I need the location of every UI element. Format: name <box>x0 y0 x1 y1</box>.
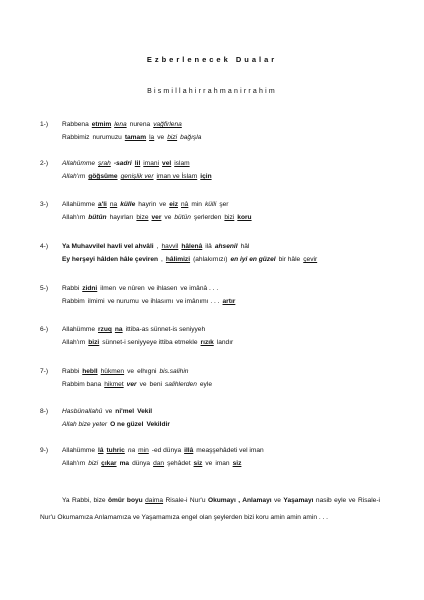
word: Allahümme <box>62 326 95 333</box>
word: Allah bize yeter <box>62 421 108 428</box>
word: dünya <box>132 460 151 467</box>
word: dan <box>153 460 165 467</box>
word: hayrin <box>138 201 157 208</box>
basmala-heading: Bismillahirrahmanirrahim <box>147 88 277 95</box>
word: siz <box>193 460 203 467</box>
word: ilmimi <box>87 298 105 305</box>
word: şehâdet <box>167 460 191 467</box>
closing-word: daima <box>145 497 164 504</box>
word: en iyi en güzel <box>230 256 276 263</box>
word: iman ve İslam <box>156 173 198 180</box>
closing-word: Risale-i Nur'u <box>165 497 206 504</box>
word: bizi <box>224 214 235 221</box>
word: vağfirlena <box>153 121 182 128</box>
word: sünnet-i seniyyeye ittiba etmekle <box>102 339 198 346</box>
word: koru <box>237 214 252 221</box>
word: göğsüme <box>88 173 118 180</box>
word: ittiba-as sünnet-is seniyyeh <box>125 326 206 333</box>
turkish-translation-line <box>62 211 255 224</box>
word: ve <box>164 214 172 221</box>
turkish-translation-line <box>62 253 320 266</box>
word: tuhric <box>106 447 125 454</box>
word: Allahümme <box>62 447 95 454</box>
turkish-translation-line <box>62 418 173 431</box>
word: iman <box>215 460 230 467</box>
prayer-number: 9-) <box>40 447 49 454</box>
prayer-number: 8-) <box>40 408 49 415</box>
word: ni'mel <box>115 408 135 415</box>
word: lil <box>134 160 141 167</box>
arabic-transliteration-line <box>62 240 252 253</box>
word: Rabbena <box>62 121 89 128</box>
word: hayırları <box>109 214 134 221</box>
word: ve ihlasımı <box>141 298 174 305</box>
word: Rabbim <box>62 298 85 305</box>
word: eyle <box>199 381 212 388</box>
prayer-number: 1-) <box>40 121 49 128</box>
document-title: Ezberlenecek Dualar <box>146 55 278 64</box>
word: ve imânâ . . . <box>180 285 219 292</box>
word: meaşşehâdeti vel iman <box>196 447 264 454</box>
word: için <box>200 173 212 180</box>
word: bütün <box>174 214 191 221</box>
word: , <box>161 256 163 263</box>
arabic-transliteration-line <box>62 118 185 131</box>
arabic-transliteration-line <box>62 157 193 170</box>
word: ilmen <box>100 285 117 292</box>
word: külle <box>120 201 136 208</box>
arabic-transliteration-line <box>62 444 267 457</box>
closing-paragraph <box>40 492 380 526</box>
closing-word: , Anlamayı <box>238 497 272 504</box>
word: bizi <box>88 339 100 346</box>
word: nurumuzu <box>92 134 122 141</box>
word: Rabbi <box>62 368 80 375</box>
word: artır <box>222 298 236 305</box>
prayer-number: 5-) <box>40 285 49 292</box>
word: O ne güzel <box>110 421 144 428</box>
word: Vekildir <box>146 421 170 428</box>
word: a'li <box>97 201 107 208</box>
word: tamam <box>124 134 147 141</box>
turkish-translation-line <box>62 378 215 391</box>
word: ve <box>205 460 213 467</box>
word: ver <box>151 214 162 221</box>
word: lena <box>114 121 127 128</box>
word: ve nurumu <box>107 298 139 305</box>
word: Rabbimiz <box>62 134 90 141</box>
word: , <box>156 243 159 250</box>
word: havvil <box>161 243 179 250</box>
word: hâl <box>240 243 250 250</box>
word: -sadri <box>113 160 132 167</box>
word: Allahümme <box>62 201 95 208</box>
word: şerlerden <box>193 214 222 221</box>
prayer-number: 6-) <box>40 326 49 333</box>
word: Allahümme <box>62 160 95 167</box>
turkish-translation-line <box>62 131 204 144</box>
word: Allah'ım <box>62 173 86 180</box>
word: min <box>138 447 149 454</box>
word: illâ <box>184 447 194 454</box>
word: Rabbim bana <box>62 381 102 388</box>
word: rzuq <box>97 326 112 333</box>
word: bizi <box>88 460 99 467</box>
word: ve ihlasen <box>147 285 178 292</box>
word: lâ <box>97 447 104 454</box>
word: Allah'ım <box>62 214 86 221</box>
prayer-number: 3-) <box>40 201 49 208</box>
word: bize <box>136 214 149 221</box>
word: ma <box>119 460 130 467</box>
word: eiz <box>169 201 178 208</box>
word: hâlenâ <box>181 243 203 250</box>
word: ver <box>126 381 137 388</box>
word: şrah <box>97 160 111 167</box>
closing-word: ömür boyu <box>108 497 143 504</box>
word: Ey herşeyi hâlden hâle çeviren <box>62 256 159 263</box>
word: bağışla <box>180 134 202 141</box>
word: çevir <box>303 256 318 263</box>
prayer-number: 4-) <box>40 243 49 250</box>
word: min <box>191 201 202 208</box>
word: bütün <box>88 214 107 221</box>
word: (ahlakımızı) <box>193 256 228 263</box>
word: na <box>114 326 123 333</box>
word: genişlik ver <box>120 173 154 180</box>
word: Vekil <box>137 408 153 415</box>
word: Allah'ım <box>62 460 86 467</box>
word: etmim <box>91 121 112 128</box>
word: hükmen <box>100 368 125 375</box>
closing-word: bizi koru amin amin amin . . . <box>244 514 328 521</box>
word: Rabbi <box>62 285 80 292</box>
closing-word: nasib eyle ve Risale-i Nur'u Okumamıza Anlamamıza ve Yaşamamıza engel olan şeylerden <box>40 497 380 521</box>
word: landır <box>216 339 234 346</box>
word: ahsenil <box>214 243 238 250</box>
closing-word: ve <box>274 497 281 504</box>
arabic-transliteration-line <box>62 198 232 211</box>
word: bis.salihin <box>159 368 189 375</box>
word: bizi <box>167 134 178 141</box>
word: Hasbünallahü <box>62 408 103 415</box>
word: külli <box>204 201 217 208</box>
word: Ya Muhavvilel havli vel ahvâli <box>62 243 154 250</box>
closing-word: Yaşamayı <box>283 497 314 504</box>
turkish-translation-line <box>62 336 236 349</box>
word: Allah'ım <box>62 339 86 346</box>
word: siz <box>232 460 242 467</box>
word: ve <box>139 381 147 388</box>
word: ve nûren <box>119 285 145 292</box>
word: beni <box>149 381 162 388</box>
arabic-transliteration-line <box>62 282 221 295</box>
word: nurena <box>129 121 151 128</box>
arabic-transliteration-line <box>62 323 208 336</box>
word: imani <box>143 160 160 167</box>
turkish-translation-line <box>62 170 215 183</box>
prayer-number: 7-) <box>40 368 49 375</box>
word: zidni <box>82 285 98 292</box>
closing-word: Okumayı <box>207 497 236 504</box>
word: salihlerden <box>165 381 197 388</box>
word: na <box>127 447 136 454</box>
word: ve <box>105 408 113 415</box>
closing-word: Ya Rabbi, bize <box>62 497 106 504</box>
word: bir hâle <box>278 256 301 263</box>
word: islam <box>174 160 190 167</box>
word: ve imânımı . . . <box>176 298 220 305</box>
word: ve <box>127 368 135 375</box>
word: rızık <box>200 339 214 346</box>
arabic-transliteration-line <box>62 405 155 418</box>
word: çıkar <box>101 460 117 467</box>
word: elhıgni <box>137 368 157 375</box>
word: -ed dünya <box>151 447 182 454</box>
word: şer <box>219 201 229 208</box>
arabic-transliteration-line <box>62 365 191 378</box>
word: la <box>149 134 155 141</box>
word: ilâ <box>205 243 212 250</box>
word: hikmet <box>104 381 124 388</box>
word: hebll <box>82 368 98 375</box>
turkish-translation-line <box>62 457 244 470</box>
word: nâ <box>181 201 189 208</box>
prayer-number: 2-) <box>40 160 49 167</box>
word: ve <box>157 134 165 141</box>
word: ve <box>159 201 167 208</box>
word: hâlimizi <box>165 256 191 263</box>
turkish-translation-line <box>62 295 238 308</box>
word: na <box>109 201 118 208</box>
word: vel <box>162 160 172 167</box>
